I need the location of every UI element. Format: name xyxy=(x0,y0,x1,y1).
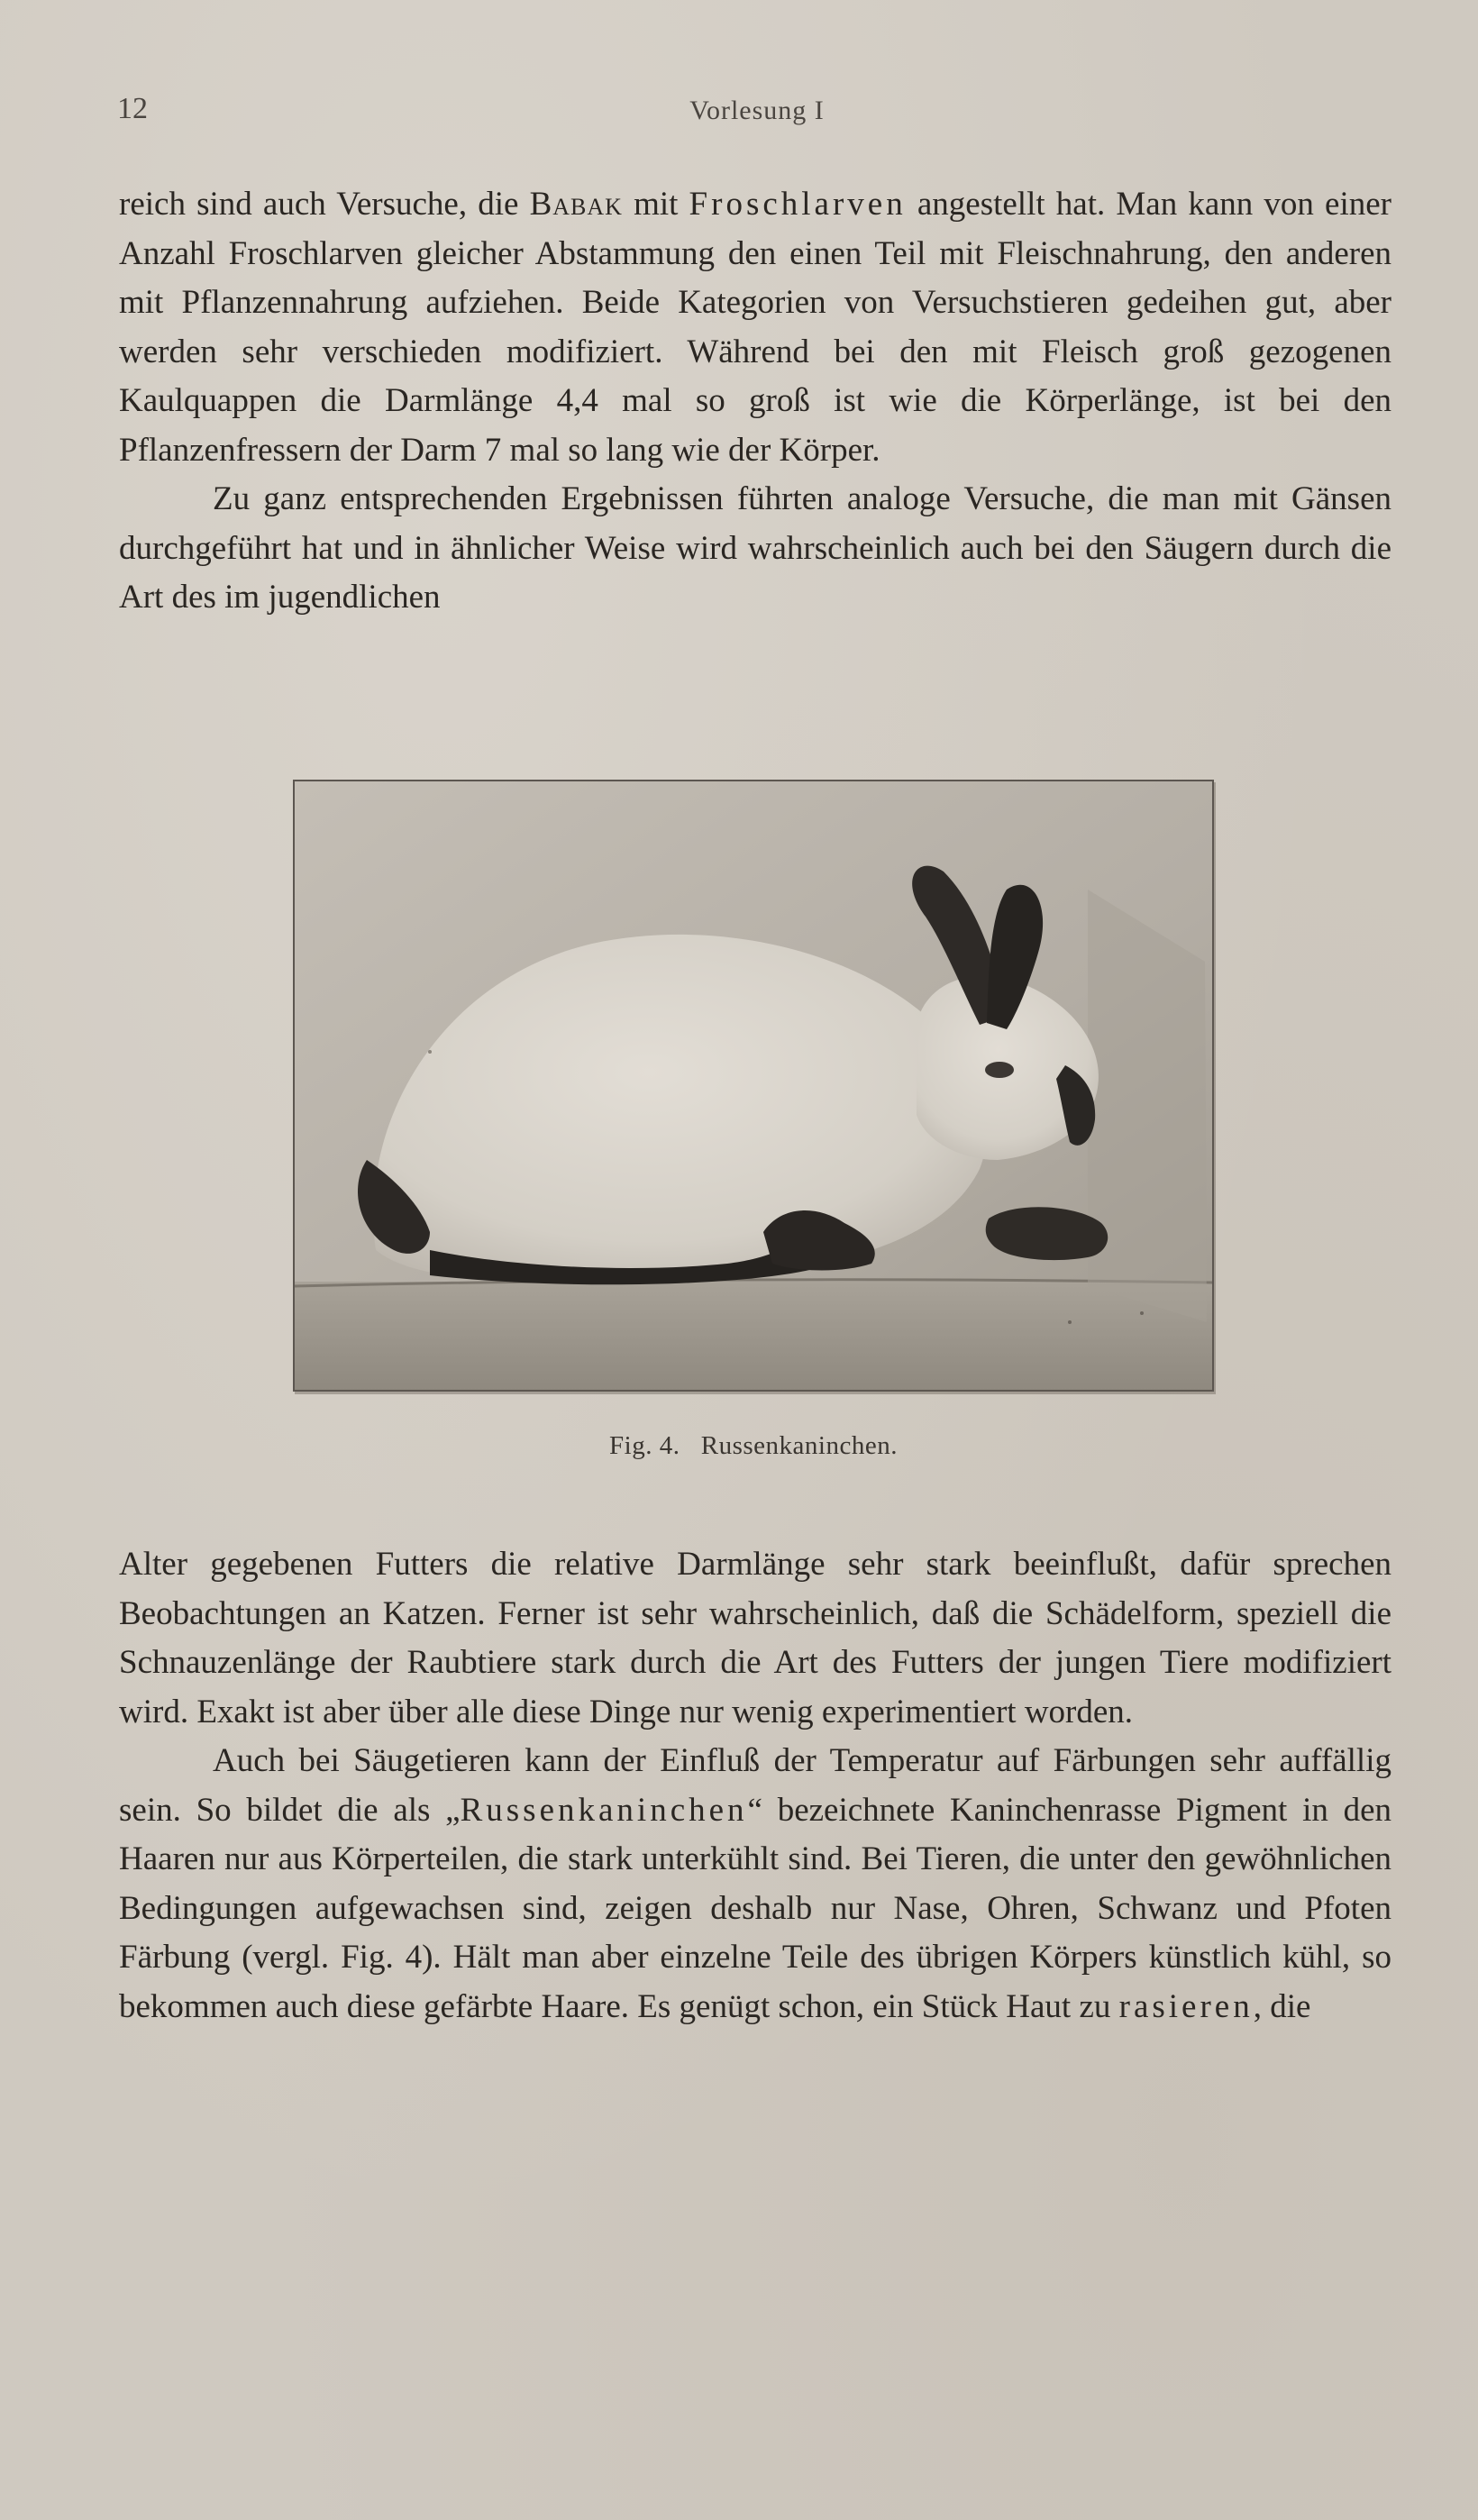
emphasized-term: Froschlarven xyxy=(689,186,907,223)
page-number: 12 xyxy=(117,92,148,125)
russenkaninchen-photo xyxy=(295,781,1212,1390)
figure-rabbit-photo xyxy=(293,780,1214,1392)
text-run: reich sind auch Versuche, die xyxy=(119,186,530,223)
figure-title: Russenkaninchen. xyxy=(700,1431,898,1460)
figure-label: Fig. 4. xyxy=(609,1431,680,1460)
page-header xyxy=(117,92,1397,137)
text-run: mit xyxy=(622,186,689,223)
author-name: Babak xyxy=(529,186,623,223)
text-run: Auch bei Säugetieren kann der Einfluß der Temperatur auf Färbungen sehr auffällig sein. So bildet die als „ xyxy=(119,1742,1391,1829)
figure-caption xyxy=(293,1431,1214,1461)
paragraph-gaensen: Zu ganz entsprechenden Ergebnissen führten analoge Versuche, die man mit Gänsen durchgeführt hat und in ähnlicher Weise wird wahrscheinlich auch bei den Säugern durch die Art des im jugendlichen xyxy=(119,480,1391,616)
running-head: Vorlesung I xyxy=(689,96,825,125)
text-run: angestellt hat. Man kann von einer Anzahl Froschlarven gleicher Abstammung den einen Teil mit Fleischnahrung, den anderen mit Pflanzennahrung aufziehen. Beide Kategorien von Versuchstieren gedeihen gut, aber werden sehr verschieden modifiziert. Während bei den mit Fleisch groß gezogenen Kaulquappen die Darmlänge 4,4 mal so groß ist wie die Körperlänge, ist bei den Pflanzenfressern der Darm 7 mal so lang wie der Körper. xyxy=(119,186,1391,469)
text-run: “ bezeichnete Kaninchenrasse Pigment in den Haaren nur aus Körperteilen, die stark unterkühlt sind. Bei Tieren, die unter den gewöhnlichen Bedingungen aufgewachsen sind, zeigen deshalb nur Nase, Ohren, Schwanz und Pfoten Färbung (vergl. Fig. 4). Hält man aber einzelne Teile des übrigen Körpers künstlich kühl, so bekommen auch diese gefärbte Haare. Es genügt schon, ein Stück Haut zu xyxy=(119,1791,1391,2025)
paragraph-russenkaninchen xyxy=(119,1737,1391,2032)
rabbit-eye xyxy=(985,1062,1014,1078)
text-run: , die xyxy=(1253,1987,1311,2025)
paragraph-darmlaenge: Alter gegebenen Futters die relative Darmlänge sehr stark beeinflußt, dafür sprechen Beobachtungen an Katzen. Ferner ist sehr wahrscheinlich, daß die Schädelform, speziell die Schnauzenlänge der Raubtiere stark durch die Art des Futters der jungen Tiere modifiziert wird. Exakt ist aber über alle diese Dinge nur wenig experimentiert worden. xyxy=(119,1546,1391,1730)
bottom-text-block xyxy=(119,1540,1391,2032)
top-text-block xyxy=(119,180,1391,623)
emphasized-term: Russenkaninchen xyxy=(460,1791,748,1829)
emphasized-term: rasieren xyxy=(1118,1987,1254,2025)
paragraph-froschlarven xyxy=(119,180,1391,475)
